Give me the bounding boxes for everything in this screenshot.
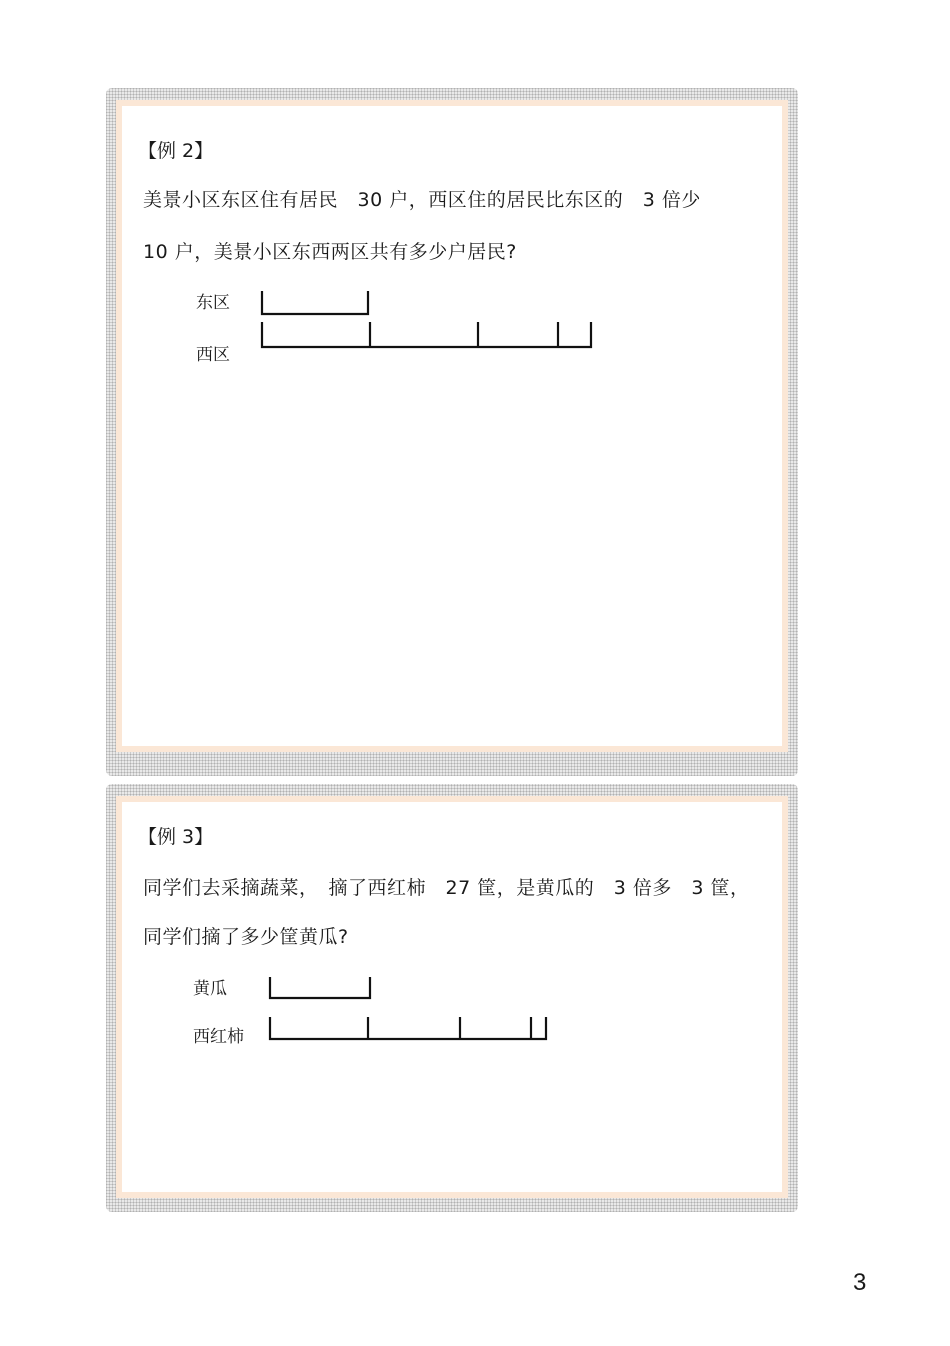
example-3-question-line-1: 同学们去采摘蔬菜， 摘了西红柿 27 筐，是黄瓜的 3 倍多 3 筐， <box>143 877 750 899</box>
example-2-tag: 【例 2】 <box>138 140 214 162</box>
example-3-tag: 【例 3】 <box>138 826 214 848</box>
example-3-label-cucumber: 黄瓜 <box>193 979 227 999</box>
example-2-question-line-1: 美景小区东区住有居民 30 户，西区住的居民比东区的 3 倍少 <box>143 189 701 211</box>
example-3-question-line-2: 同学们摘了多少筐黄瓜? <box>143 926 349 948</box>
example-2-question-line-2: 10 户，美景小区东西两区共有多少户居民? <box>143 241 517 263</box>
example-2-label-east: 东区 <box>196 293 230 313</box>
example-3-label-tomato: 西红柿 <box>193 1027 244 1047</box>
example-2-label-west: 西区 <box>196 345 230 365</box>
page-number: 3 <box>853 1269 867 1296</box>
